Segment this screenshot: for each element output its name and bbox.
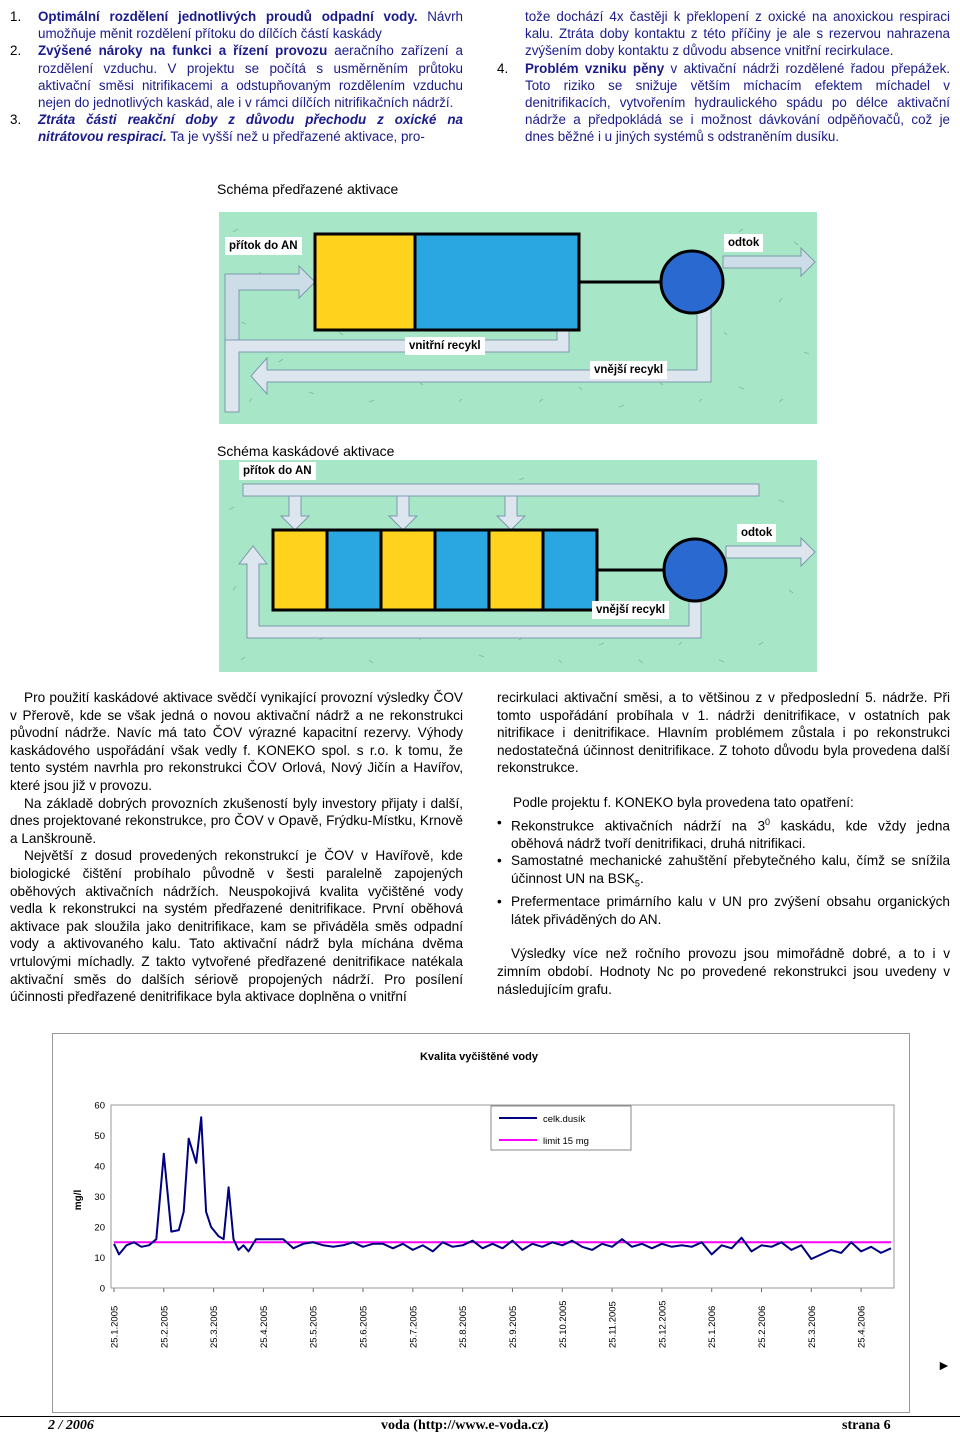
next-page-arrow[interactable]: ►: [937, 1357, 951, 1373]
x-tick-label: 25.4.2006: [856, 1305, 868, 1348]
x-tick-label: 25.10.2005: [557, 1300, 569, 1348]
cascade-nitrification-1: [327, 530, 381, 610]
scheme2-outflow-label: odtok: [737, 524, 776, 542]
list-item: • Rekonstrukce aktivačních nádrží na $3^0$ kaskádu, kde vždy jedna oběhová nádrž tvoří denitrifikaci, druhá nitrifikaci.: [497, 814, 950, 853]
body-paragraph: Podle projektu f. KONEKO byla provedena tato opatření:: [513, 794, 854, 810]
top-right-column: [497, 8, 950, 146]
scheme1-inflow-label: přítok do AN: [225, 237, 302, 255]
legend-label-total-nitrogen: celk.dusík: [543, 1114, 586, 1125]
y-tick-label: 30: [94, 1192, 105, 1203]
list-item-2: 2. Zvýšené nároky na funkci a řízení provozu aeračního zařízení a rozdělení vzduchu. V projektu se počítá s usměrněním průtoku aktivační směsi nitrifikacemi a odstupňovaným rozdělením vzduchu nejen do jednotlivých kaskád, ale i v rámci dílčích nitrifikačních nádrží.: [10, 43, 463, 111]
scheme1-inner-recycle-label: vnitřní recykl: [405, 337, 485, 355]
chart-svg: [53, 1034, 909, 1412]
cascade-tanks: [273, 530, 597, 610]
scheme1-outflow-label: odtok: [724, 234, 763, 252]
top-left-column: [10, 8, 463, 146]
clarifier: [664, 539, 726, 601]
x-tick-label: 25.3.2006: [806, 1305, 818, 1348]
x-tick-label: 25.4.2005: [258, 1305, 270, 1348]
footer-magazine: voda (http://www.e-voda.cz): [381, 1418, 549, 1433]
footer-rule: [0, 1416, 960, 1417]
x-axis: [110, 1288, 868, 1348]
list-item-3: 3. Ztráta části reakční doby z důvodu přechodu z oxické na nitrátovou respiraci. Ta je vyšší než u předřazené aktivace, pro-: [10, 112, 463, 145]
body-paragraph: Největší z dosud provedených rekonstrukcí je ČOV v Havířově, kde biologické čištění probíhalo původně v šesti paralelně zapojených oběhových aktivačních nádržích. Neuspokojivá kvalita vyčištěné vody vedla k rekonstrukci na systém předřazené denitrifikace. První oběhová aktivace pak sloužila jako denitrifikace, kam se přiváděla směs odpadní vody a aktivovaného kalu. Tato aktivační nádrž byla míchána dvěma vrtulovými míchadly. Z takto vytvořené předřazené denitrifikace natékala aktivační směs do dalších sériově propojených nádrží. Pro posílení účinnosti předřazené denitrifikace byla aktivace doplněna o vnitřní: [10, 848, 463, 1005]
cascade-nitrification-3: [543, 530, 597, 610]
cascade-denitrification-1: [273, 530, 327, 610]
legend: [491, 1106, 631, 1150]
list-item-1: 1. Optimální rozdělení jednotlivých proudů odpadní vody. Návrh umožňuje měnit rozdělení přítoku do dílčích částí kaskády: [10, 9, 463, 42]
y-tick-label: 50: [94, 1131, 105, 1142]
clarifier: [661, 251, 723, 313]
y-tick-label: 10: [94, 1253, 105, 1264]
body-right-column: [497, 689, 950, 998]
scheme2-caption: Schéma kaskádové aktivace: [217, 443, 395, 459]
body-paragraph: recirkulaci aktivační směsi, a to většinou z v předposlední 5. nádrže. Při tomto uspořádání probíhala v 1. nádrži denitrifikace, v ostatních pak nitrifikace i denitrifikace. Hlavním problémem zůstala i po rekonstrukci nedostatečná účinnost denitrifikace. Z tohoto důvodu byla provedena další rekonstrukce.: [497, 690, 950, 776]
x-tick-label: 25.2.2005: [159, 1305, 171, 1348]
cascade-denitrification-2: [381, 530, 435, 610]
list-item: • Samostatné mechanické zahuštění přebytečného kalu, čímž se snížila účinnost UN na $BSK_5$.: [497, 852, 950, 893]
footer-page: strana 6: [842, 1418, 891, 1433]
body-paragraph: Na základě dobrých provozních zkušeností byly investory přijaty i další, dnes projektované rekonstrukce, pro ČOV v Opavě, Frýdku-Místku, Krnově a Lanškrouně.: [10, 795, 463, 846]
chart-container: [52, 1033, 910, 1413]
x-tick-label: 25.9.2005: [507, 1305, 519, 1348]
y-axis-label: mg/l: [73, 1189, 84, 1211]
denitrification-tank: [315, 234, 415, 330]
cascade-nitrification-2: [435, 530, 489, 610]
scheme2-inflow-label: přítok do AN: [239, 462, 316, 480]
x-tick-label: 25.2.2006: [757, 1305, 768, 1348]
y-axis: [94, 1101, 105, 1295]
scheme2-diagram: [219, 460, 817, 672]
y-tick-label: 40: [94, 1161, 105, 1173]
list-item: • Prefermentace primárního kalu v UN pro zvýšení obsahu organických látek přiváděných do AN.: [497, 893, 950, 928]
scheme1-outer-recycle-label: vnější recykl: [590, 361, 667, 379]
x-tick-label: 25.8.2005: [458, 1305, 470, 1348]
nitrification-tank: [415, 234, 579, 330]
x-tick-label: 25.5.2005: [308, 1305, 320, 1348]
x-tick-label: 25.12.2005: [657, 1300, 669, 1348]
cascade-denitrification-3: [489, 530, 543, 610]
scheme2-outer-recycle-label: vnější recykl: [592, 601, 669, 619]
body-left-column: [10, 689, 463, 1006]
x-tick-label: 25.6.2005: [358, 1305, 370, 1348]
inflow-arrow: [225, 266, 315, 342]
x-tick-label: 25.7.2005: [408, 1305, 420, 1348]
continued-paragraph: tože dochází 4x častěji k překlopení z oxické na anoxickou respiraci kalu. Ztráta doby kontaktu z této příčiny je ale s rezervou nahrazena zvýšením doby kontaktu z důvodu absence vnitřní recirkulace.: [525, 9, 950, 59]
measures-list: [497, 814, 950, 929]
y-tick-label: 0: [99, 1283, 105, 1295]
scheme1-caption: Schéma předřazené aktivace: [217, 181, 399, 197]
body-paragraph: Výsledky více než ročního provozu jsou mimořádně dobré, a to i v zimním období. Hodnoty Nc po provedené rekonstrukci jsou uvedeny v následujícím grafu.: [497, 946, 950, 997]
chart-title: Kvalita vyčištěné vody: [419, 1051, 539, 1063]
list-item-4: 4. Problém vzniku pěny v aktivační nádrži rozdělené řadou přepážek. Toto riziko se snižuje větším míchacím efektem míchadel v denitrifikacích, vytvořením hydraulického spádu po délce aktivační nádrže a předpokládá se i možnost dávkování odpěňovačů, což je dnes běžné i u jiných systémů s odstraněním dusíku.: [497, 60, 950, 145]
y-tick-label: 20: [94, 1222, 105, 1234]
scheme2-svg: [219, 460, 817, 672]
x-tick-label: 25.1.2006: [707, 1305, 719, 1348]
legend-label-limit: limit 15 mg: [543, 1136, 589, 1147]
body-paragraph: Pro použití kaskádové aktivace svědčí vynikající provozní výsledky ČOV v Přerově, kde se však jedná o novou aktivační nádrž a ne rekonstrukci původní nádrže. Navíc má tato ČOV výrazné kapacitní rezervy. Výhody kaskádového uspořádání však vedly f. KONEKO spol. s r.o. k tomu, že tento systém navrhla pro rekonstrukci ČOV Orlová, Nový Jičín a Havířov, které jsou již v provozu.: [10, 690, 463, 793]
outflow-arrow: [723, 248, 815, 276]
footer-issue: 2 / 2006: [48, 1418, 94, 1433]
x-tick-label: 25.11.2005: [607, 1301, 619, 1348]
scheme1-diagram: [219, 212, 817, 424]
x-tick-label: 25.1.2005: [109, 1305, 121, 1348]
y-tick-label: 60: [94, 1100, 105, 1112]
x-tick-label: 25.3.2005: [209, 1305, 221, 1348]
inflow-pipes: [243, 484, 759, 530]
outflow-arrow: [726, 538, 815, 566]
